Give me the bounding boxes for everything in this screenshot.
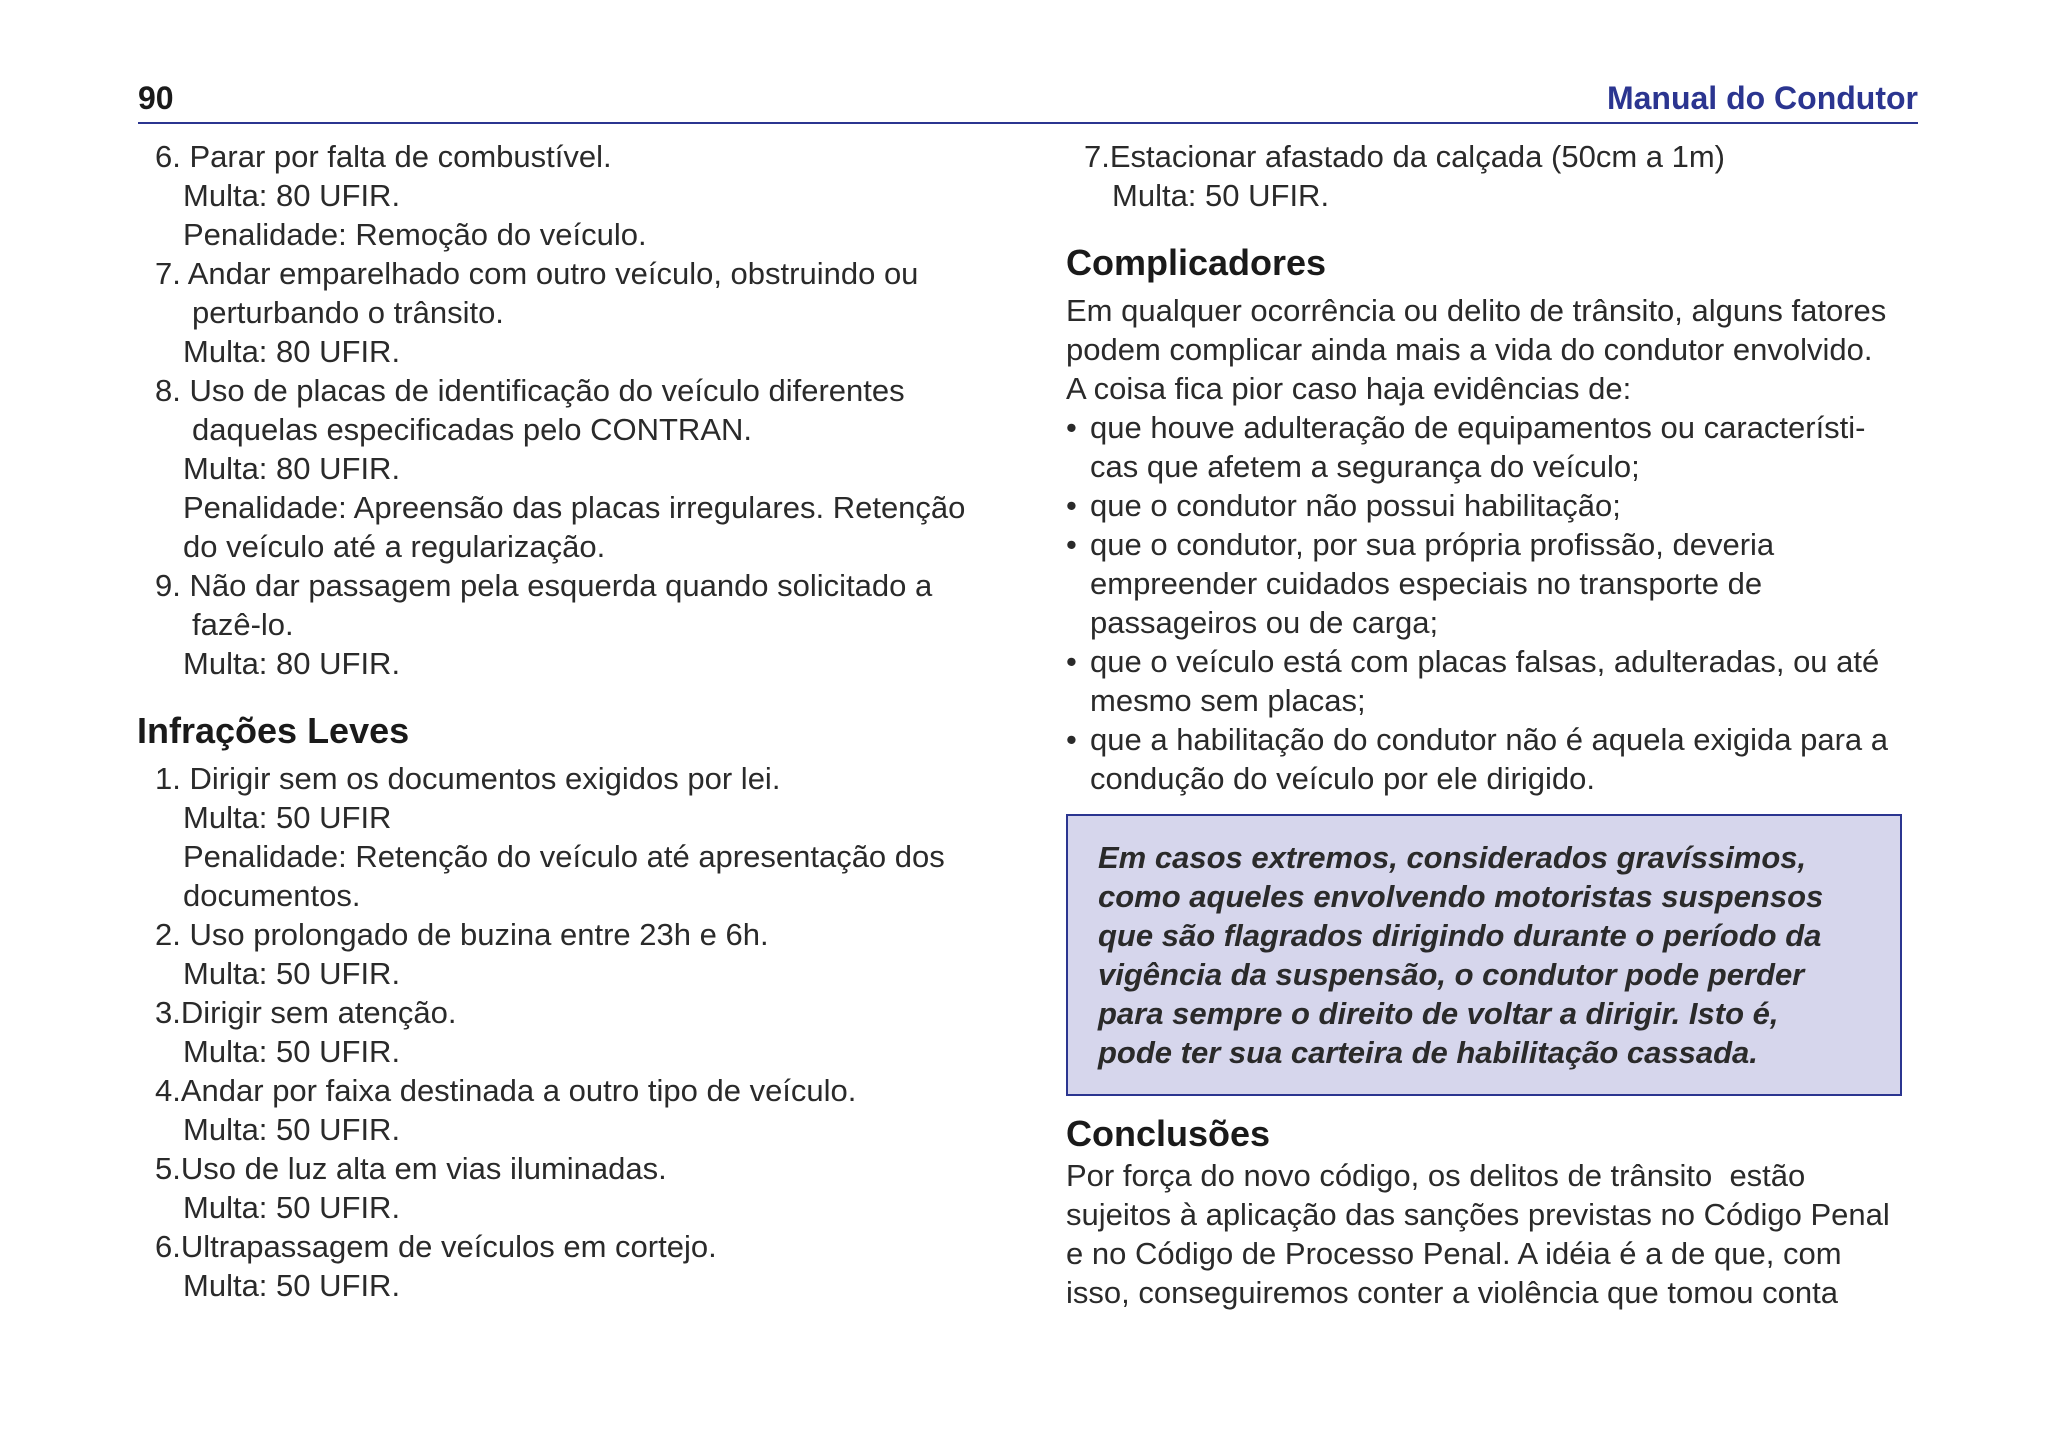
item-detail: Multa: 80 UFIR. (183, 646, 401, 681)
item-detail: Penalidade: Remoção do veículo. (183, 217, 647, 252)
section-heading-complicadores: Complicadores (1066, 242, 1327, 283)
list-item (155, 254, 1005, 371)
item-text: 2. Uso prolongado de buzina entre 23h e 6h. (155, 917, 769, 952)
left-column (137, 137, 1005, 1305)
bullet-icon: • (1066, 527, 1077, 562)
bullet-text: que houve adulteração de equipamentos ou característi- (1090, 410, 1866, 445)
item-text: 6.Ultrapassagem de veículos em cortejo. (155, 1229, 717, 1264)
bullet-item (1066, 525, 1926, 642)
paragraph-line: e no Código de Processo Penal. A idéia é a de que, com (1066, 1236, 1842, 1271)
item-detail: Multa: 80 UFIR. (183, 334, 401, 369)
complicadores-intro (1066, 291, 1926, 408)
bullet-text-continued: cas que afetem a segurança do veículo; (1090, 449, 1640, 484)
paragraph-line: A coisa fica pior caso haja evidências de: (1066, 371, 1632, 406)
item-text-continued: fazê-lo. (192, 607, 294, 642)
page-number: 90 (138, 80, 174, 116)
item-text: 8. Uso de placas de identificação do veículo diferentes (155, 373, 905, 408)
list-item (155, 371, 1005, 566)
bullet-text: que a habilitação do condutor não é aquela exigida para a (1090, 722, 1889, 757)
list-item (155, 993, 1005, 1071)
right-column (1066, 137, 1926, 1312)
item-detail: Penalidade: Retenção do veículo até apresentação dos (183, 839, 945, 874)
bullet-icon: • (1066, 488, 1077, 523)
conclusoes-paragraph (1066, 1156, 1926, 1312)
item-text: 3.Dirigir sem atenção. (155, 995, 457, 1030)
bullet-item (1066, 720, 1926, 798)
paragraph-line: isso, conseguiremos conter a violência que tomou conta (1066, 1275, 1838, 1310)
bullet-text: que o veículo está com placas falsas, adulteradas, ou até (1090, 644, 1880, 679)
item-detail: Multa: 50 UFIR (183, 800, 392, 835)
bullet-text-continued: condução do veículo por ele dirigido. (1090, 761, 1595, 796)
bullet-text: que o condutor, por sua própria profissão, deveria (1090, 527, 1775, 562)
bullet-text-continued: empreender cuidados especiais no transporte de (1090, 566, 1763, 601)
grave-items-continued (155, 137, 1005, 683)
bullet-item (1066, 408, 1926, 486)
list-item (155, 1227, 1005, 1305)
item-detail: Multa: 50 UFIR. (183, 1034, 401, 1069)
leves-items (155, 759, 1005, 1305)
bullet-text-continued: passageiros ou de carga; (1090, 605, 1439, 640)
callout-line: como aqueles envolvendo motoristas suspensos (1098, 879, 1824, 914)
list-item (155, 566, 1005, 683)
item-text: 5.Uso de luz alta em vias iluminadas. (155, 1151, 667, 1186)
callout-line: para sempre o direito de voltar a dirigir. Isto é, (1098, 996, 1779, 1031)
callout-line: Em casos extremos, considerados gravíssimos, (1098, 840, 1807, 875)
paragraph-line: Por força do novo código, os delitos de trânsito estão (1066, 1158, 1806, 1193)
callout-line: pode ter sua carteira de habilitação cassada. (1098, 1035, 1758, 1070)
callout-box (1066, 814, 1902, 1096)
paragraph-line: sujeitos à aplicação das sanções previstas no Código Penal (1066, 1197, 1890, 1232)
item-detail: Multa: 50 UFIR. (1112, 178, 1330, 213)
item-text: 4.Andar por faixa destinada a outro tipo de veículo. (155, 1073, 857, 1108)
item-text: 1. Dirigir sem os documentos exigidos por lei. (155, 761, 781, 796)
list-item (1066, 137, 1926, 215)
item-detail: Multa: 50 UFIR. (183, 1112, 401, 1147)
item-text-continued: perturbando o trânsito. (192, 295, 504, 330)
item-text: 6. Parar por falta de combustível. (155, 139, 612, 174)
item-text-continued: daquelas especificadas pelo CONTRAN. (192, 412, 752, 447)
list-item (155, 915, 1005, 993)
bullet-icon: • (1066, 644, 1077, 679)
bullet-icon: • (1066, 722, 1077, 757)
item-detail: Multa: 80 UFIR. (183, 451, 401, 486)
section-heading-infracoes-leves: Infrações Leves (137, 710, 410, 751)
bullet-icon: • (1066, 410, 1077, 445)
running-title: Manual do Condutor (1606, 80, 1918, 116)
item-detail: Multa: 50 UFIR. (183, 1190, 401, 1225)
item-text: 7.Estacionar afastado da calçada (50cm a 1m) (1084, 139, 1726, 174)
bullet-item (1066, 486, 1926, 525)
item-detail: documentos. (183, 878, 361, 913)
item-detail: Multa: 50 UFIR. (183, 956, 401, 991)
callout-line: que são flagrados dirigindo durante o período da (1098, 918, 1822, 953)
item-detail: do veículo até a regularização. (183, 529, 606, 564)
item-detail: Multa: 80 UFIR. (183, 178, 401, 213)
list-item (155, 1149, 1005, 1227)
callout-line: vigência da suspensão, o condutor pode perder (1098, 957, 1805, 992)
list-item (155, 759, 1005, 915)
bullet-text-continued: mesmo sem placas; (1090, 683, 1366, 718)
item-detail: Multa: 50 UFIR. (183, 1268, 401, 1303)
bullet-text: que o condutor não possui habilitação; (1090, 488, 1621, 523)
paragraph-line: Em qualquer ocorrência ou delito de trânsito, alguns fatores (1066, 293, 1887, 328)
bullet-item (1066, 642, 1926, 720)
item-text: 9. Não dar passagem pela esquerda quando solicitado a (155, 568, 933, 603)
paragraph-line: podem complicar ainda mais a vida do condutor envolvido. (1066, 332, 1873, 367)
item-text: 7. Andar emparelhado com outro veículo, obstruindo ou (155, 256, 919, 291)
complicadores-bullets (1066, 408, 1926, 798)
list-item (155, 1071, 1005, 1149)
header-rule (138, 122, 1918, 124)
item-detail: Penalidade: Apreensão das placas irregulares. Retenção (183, 490, 966, 525)
list-item (155, 137, 1005, 254)
section-heading-conclusoes: Conclusões (1066, 1113, 1271, 1154)
